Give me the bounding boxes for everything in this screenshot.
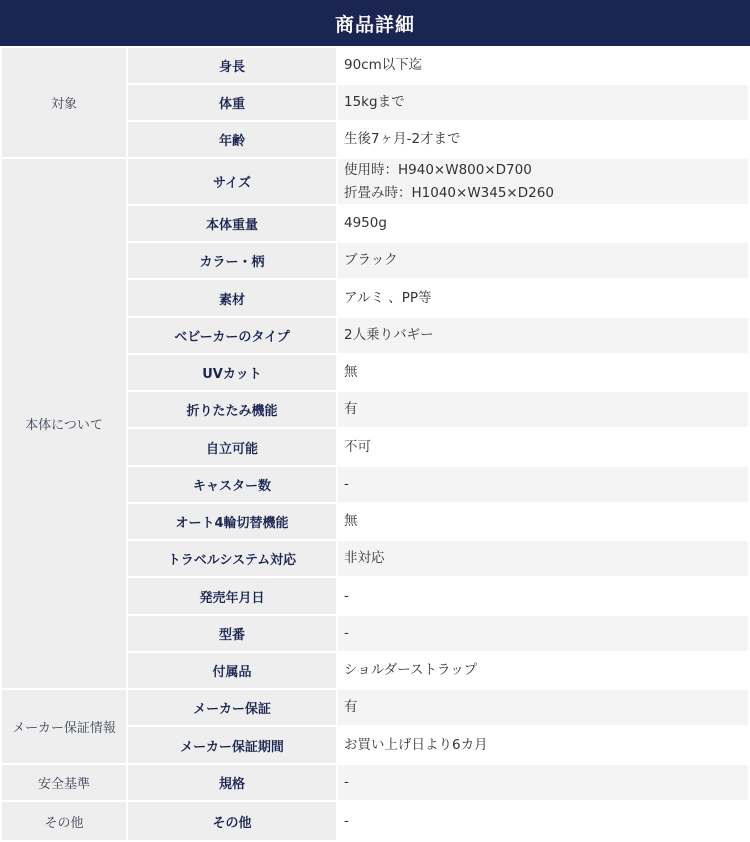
row-value-text: 90cm以下迄 — [344, 57, 423, 73]
row-value-text: ショルダーストラップ — [344, 662, 478, 678]
group-target: 対象 — [2, 48, 126, 157]
row-value — [338, 690, 748, 725]
row-label: 素材 — [128, 280, 336, 316]
row-label: ベビーカーのタイプ — [128, 318, 336, 353]
row-label: サイズ — [128, 159, 336, 204]
row-label: 付属品 — [128, 653, 336, 688]
row-value-text: 無 — [344, 364, 358, 380]
row-value — [338, 48, 748, 83]
row-value-text: 有 — [344, 699, 358, 715]
row-value — [338, 541, 748, 576]
row-value-text: 不可 — [344, 438, 371, 455]
row-label: 本体重量 — [128, 206, 336, 241]
row-value — [338, 727, 748, 763]
row-value-text: ブラック — [344, 252, 398, 268]
row-value — [338, 392, 748, 427]
row-value-text: 4950g — [344, 215, 387, 231]
row-value-text: お買い上げ日より6カ月 — [344, 736, 488, 753]
row-label: 体重 — [128, 85, 336, 120]
row-label: その他 — [128, 802, 336, 840]
group-body: 本体について — [2, 159, 126, 688]
row-value-text: 無 — [344, 513, 358, 529]
row-value — [338, 578, 748, 614]
row-label: UVカット — [128, 355, 336, 390]
row-value-text: - — [344, 774, 349, 790]
row-value-text: 有 — [344, 401, 358, 417]
row-value-text: 非対応 — [344, 550, 385, 566]
row-value — [338, 504, 748, 539]
row-value-text: アルミ 、PP等 — [344, 289, 432, 306]
row-label: メーカー保証期間 — [128, 727, 336, 763]
group-safety: 安全基準 — [2, 765, 126, 800]
row-value — [338, 280, 748, 316]
row-value-text: 2人乗りバギー — [344, 327, 434, 343]
row-label: 規格 — [128, 765, 336, 800]
row-value — [338, 243, 748, 278]
row-label: 型番 — [128, 616, 336, 651]
row-value — [338, 765, 748, 800]
row-label: 身長 — [128, 48, 336, 83]
row-label: 年齢 — [128, 122, 336, 157]
row-value-text: - — [344, 587, 349, 604]
row-value-text-2: 折畳み時：H1040×W345×D260 — [344, 184, 554, 201]
row-value-text: 15kgまで — [344, 94, 405, 110]
row-label: トラベルシステム対応 — [128, 541, 336, 576]
row-label: 発売年月日 — [128, 578, 336, 614]
row-label: オート4輪切替機能 — [128, 504, 336, 539]
row-value — [338, 206, 748, 241]
group-other: その他 — [2, 802, 126, 840]
row-value-text: 使用時：H940×W800×D700 — [344, 161, 532, 178]
row-value-text: - — [344, 476, 349, 492]
row-value-text: 生後7ヶ月-2才まで — [344, 131, 461, 147]
row-label: 自立可能 — [128, 429, 336, 465]
row-label: メーカー保証 — [128, 690, 336, 725]
row-value — [338, 429, 748, 465]
row-value — [338, 85, 748, 120]
row-value — [338, 616, 748, 651]
row-label: カラー・柄 — [128, 243, 336, 278]
row-value-text: - — [344, 812, 349, 829]
row-value — [338, 122, 748, 157]
row-label: 折りたたみ機能 — [128, 392, 336, 427]
group-warranty: メーカー保証情報 — [2, 690, 126, 763]
row-value — [338, 802, 748, 840]
row-value — [338, 159, 748, 204]
row-value — [338, 318, 748, 353]
row-value — [338, 467, 748, 502]
page-title: 商品詳細 — [0, 0, 750, 46]
row-label: キャスター数 — [128, 467, 336, 502]
row-value — [338, 355, 748, 390]
row-value-text: - — [344, 625, 349, 641]
row-value — [338, 653, 748, 688]
